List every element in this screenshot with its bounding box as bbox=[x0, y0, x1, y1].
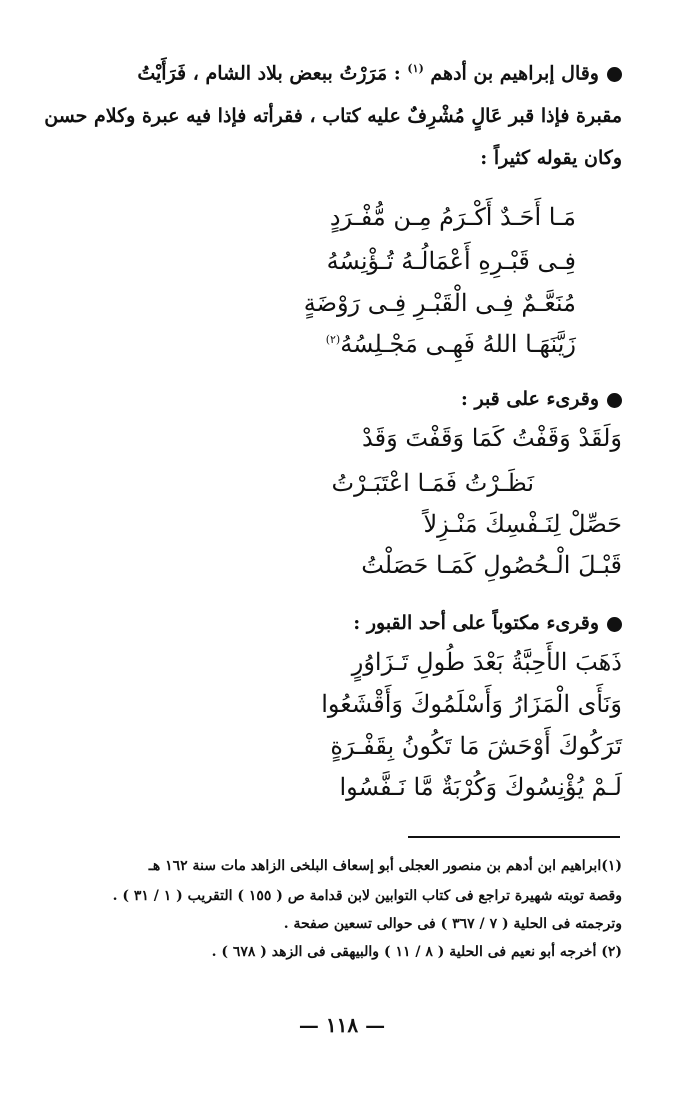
poem1-line-4 bbox=[326, 330, 576, 358]
intro-line-1 bbox=[137, 62, 622, 84]
section3-line-3: تَرَكُوكَ أَوْحَشَ مَا تَكُونُ بِقَفْـرَةٍ bbox=[330, 732, 622, 760]
section2-line-1: وَلَقَدْ وَقَفْتُ كَمَا وَقَفْتَ وَقَدْ bbox=[362, 424, 622, 452]
section3-heading bbox=[353, 612, 622, 634]
poem1-line-3: مُنَعَّـمٌ فِـى الْقَبْـرِ فِـى رَوْضَةٍ bbox=[303, 289, 576, 317]
section2-heading bbox=[461, 388, 622, 410]
section2-line-2: نَظَـرْتُ فَمَـا اعْتَبَـرْتُ bbox=[331, 469, 534, 497]
intro-line-2: مقبرة فإذا قبر عَالٍ مُشْرِفٌ عليه كتاب ، فقرأته فإذا فيه عبرة وكلام حسن bbox=[44, 105, 622, 127]
section3-line-4: لَـمْ يُؤْنِسُوكَ وَكُرْبَةٌ مَّا نَـفَّسُوا bbox=[339, 773, 622, 801]
footnote-line-2: وقصة توبته شهيرة تراجع فى كتاب التوابين لابن قدامة ص ( ١٥٥ ) التقريب ( ١ / ٣١ ) . bbox=[112, 888, 622, 904]
section3-line-1: ذَهَبَ الأَحِبَّةُ بَعْدَ طُولِ تَـزَاوُرٍ bbox=[351, 648, 622, 676]
poem1-line-4-text: زَيَّنَهَـا اللهُ فَهِـى مَجْـلِسُهُ bbox=[340, 330, 576, 358]
intro-text: وقال إبراهيم بن أدهم bbox=[430, 62, 599, 85]
footnote-divider bbox=[408, 836, 620, 838]
intro-text-rest: : مَرَرْتُ ببعض بلاد الشام ، فَرَأَيْتُ bbox=[137, 62, 401, 85]
section2-line-3: حَصِّلْ لِنَـفْسِكَ مَنْـزِلاً bbox=[423, 510, 622, 538]
bullet-icon bbox=[607, 393, 622, 408]
footnote-line-3: وترجمته فى الحلية ( ٧ / ٣٦٧ ) فى حوالى تسعين صفحة . bbox=[283, 916, 622, 932]
section2-line-4: قَبْـلَ الْـحُصُولِ كَمَـا حَصَلْتُ bbox=[361, 551, 622, 579]
footnote-line-4: (٢) أخرجه أبو نعيم فى الحلية ( ٨ / ١١ ) والبيهقى فى الزهد ( ٦٧٨ ) . bbox=[211, 944, 622, 960]
footnote-ref-1: (١) bbox=[407, 62, 424, 75]
bullet-icon bbox=[607, 67, 622, 82]
section2-heading-text: وقرىء على قبر : bbox=[460, 388, 599, 410]
intro-line-3: وكان يقوله كثيراً : bbox=[480, 147, 622, 169]
footnote-line-1: (١)ابراهيم ابن أدهم بن منصور العجلى أبو إسعاف البلخى الزاهد مات سنة ١٦٢ هـ bbox=[148, 858, 622, 874]
poem1-line-1: مَـا أَحَـدٌ أَكْـرَمُ مِـن مُّفْـرَدٍ bbox=[329, 203, 576, 231]
section3-line-2: وَنَأَى الْمَزَارُ وَأَسْلَمُوكَ وَأَقْشَعُوا bbox=[321, 690, 622, 718]
section3-heading-text: وقرىء مكتوباً على أحد القبور : bbox=[353, 612, 599, 634]
bullet-icon bbox=[607, 617, 622, 632]
footnote-ref-2: (٢) bbox=[325, 333, 341, 346]
page-number: — ١١٨ — bbox=[298, 1013, 386, 1037]
poem1-line-2: فِـى قَبْـرِهِ أَعْمَالُـهُ تُـؤْنِسُهُ bbox=[326, 247, 576, 275]
